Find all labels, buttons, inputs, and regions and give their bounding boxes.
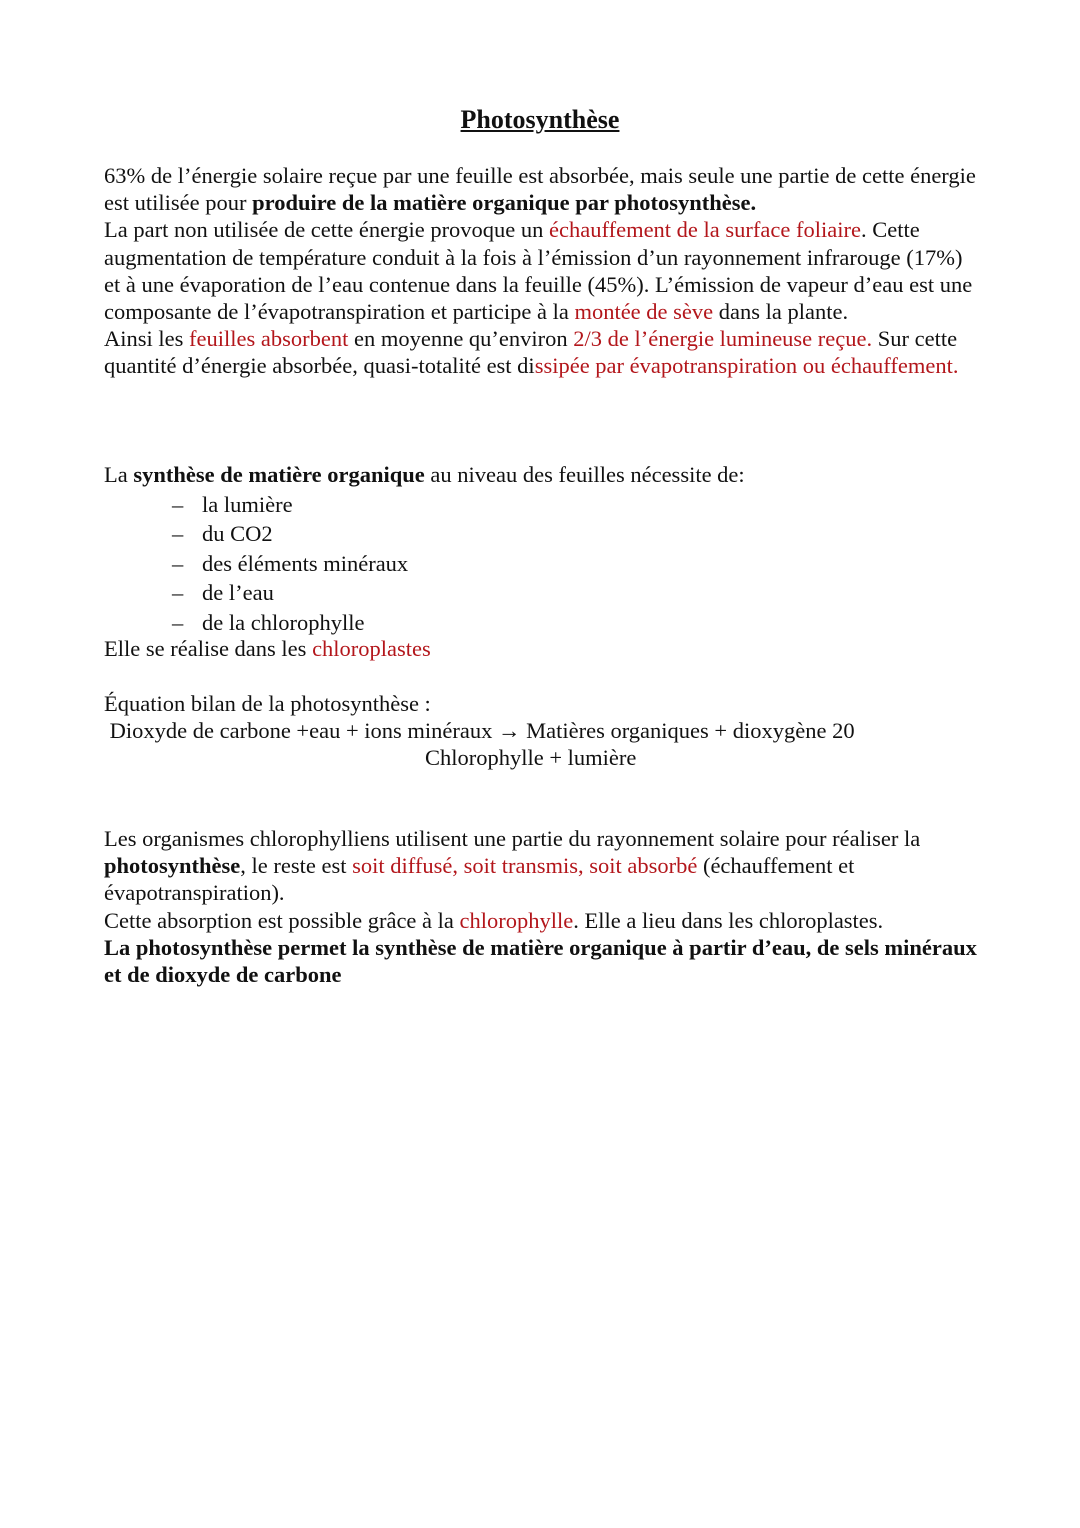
equation-heading: Équation bilan de la photosynthèse : bbox=[104, 691, 431, 716]
text-span: dans la plante. bbox=[713, 299, 849, 325]
text-span: Elle se réalise dans les bbox=[104, 636, 313, 661]
text-span: , le reste est bbox=[240, 853, 353, 879]
text-span: Les organismes chlorophylliens utilisent une partie du rayonnement solaire pour réaliser la bbox=[104, 826, 921, 851]
paragraph-absorption bbox=[104, 162, 984, 380]
paragraph-location bbox=[104, 635, 984, 662]
bold-text: photosynthèse permet bbox=[135, 934, 347, 960]
paragraph-summary bbox=[104, 825, 984, 988]
list-item-text: de l’eau bbox=[202, 580, 274, 606]
bold-text: La bbox=[104, 934, 136, 960]
bold-text: synthèse de matière organique bbox=[133, 462, 425, 487]
text-span: au niveau des feuilles nécessite de: bbox=[424, 462, 745, 487]
text-span: La bbox=[104, 462, 134, 487]
text-span: . Elle a lieu dans les chloroplastes. bbox=[573, 907, 884, 933]
bold-text: produire de la matière organique par photosynthèse. bbox=[252, 190, 757, 216]
paragraph-synthesis-needs bbox=[104, 461, 984, 488]
text-span: 63% de l’énergie solaire reçue par une feuille est absorbée, mais seule une partie de cette énergie est utilisée pour bbox=[104, 163, 976, 216]
list-dash: – bbox=[172, 609, 184, 635]
text-span: . Cette augmentation de température conduit à la fois à l’émission d’un rayonnement infrarouge (17%) et à une évaporation de l’eau contenue dans la feuille (45%). L’émission de vapeur d’eau est une composante de l’évapotranspiration et participe à la bbox=[104, 217, 973, 325]
highlight-text: montée de sève bbox=[574, 299, 714, 325]
highlight-text: feuilles absorbent bbox=[189, 326, 349, 352]
page-title: Photosynthèse bbox=[460, 105, 620, 134]
highlight-text: chlorophylle bbox=[459, 907, 574, 933]
equation-condition: Chlorophylle + lumière bbox=[425, 745, 637, 771]
highlight-text: ssipée par évapotranspiration ou échauffement. bbox=[534, 353, 959, 379]
list-item-text: des éléments minéraux bbox=[202, 550, 409, 576]
list-item-text: du CO2 bbox=[202, 521, 273, 547]
equation-section bbox=[104, 690, 984, 772]
bold-text: la synthèse de matière organique à partir d’eau, de sels minéraux et de dioxyde de carbone bbox=[104, 934, 977, 988]
list-dash: – bbox=[172, 580, 184, 606]
highlight-text: échauffement de la surface foliaire bbox=[549, 217, 861, 243]
text-span: Sur cette quantité d’énergie absorbée, quasi-totalité est di bbox=[104, 326, 958, 379]
text-span: (échauffement et évapotranspiration). bbox=[104, 853, 855, 906]
text-span: Ainsi les bbox=[104, 326, 190, 352]
highlight-text: 2/3 de l’énergie lumineuse reçue. bbox=[573, 326, 873, 352]
text-span: en moyenne qu’environ bbox=[348, 326, 574, 352]
list-item-text: de la chlorophylle bbox=[202, 609, 365, 635]
list-dash: – bbox=[172, 492, 184, 517]
list-item-text: la lumière bbox=[202, 492, 293, 517]
text-span: La part non utilisée de cette énergie provoque un bbox=[104, 217, 550, 243]
text-span: Cette absorption est possible grâce à la bbox=[104, 907, 460, 933]
bold-text: photosynthèse bbox=[104, 853, 241, 879]
highlight-text: chloroplastes bbox=[312, 636, 431, 661]
equation-line: Dioxyde de carbone +eau + ions minéraux → Matières organiques + dioxygène 20 bbox=[104, 718, 855, 744]
list-dash: – bbox=[172, 521, 184, 547]
highlight-text: soit diffusé, soit transmis, soit absorbé bbox=[352, 853, 698, 879]
list-dash: – bbox=[172, 550, 184, 576]
